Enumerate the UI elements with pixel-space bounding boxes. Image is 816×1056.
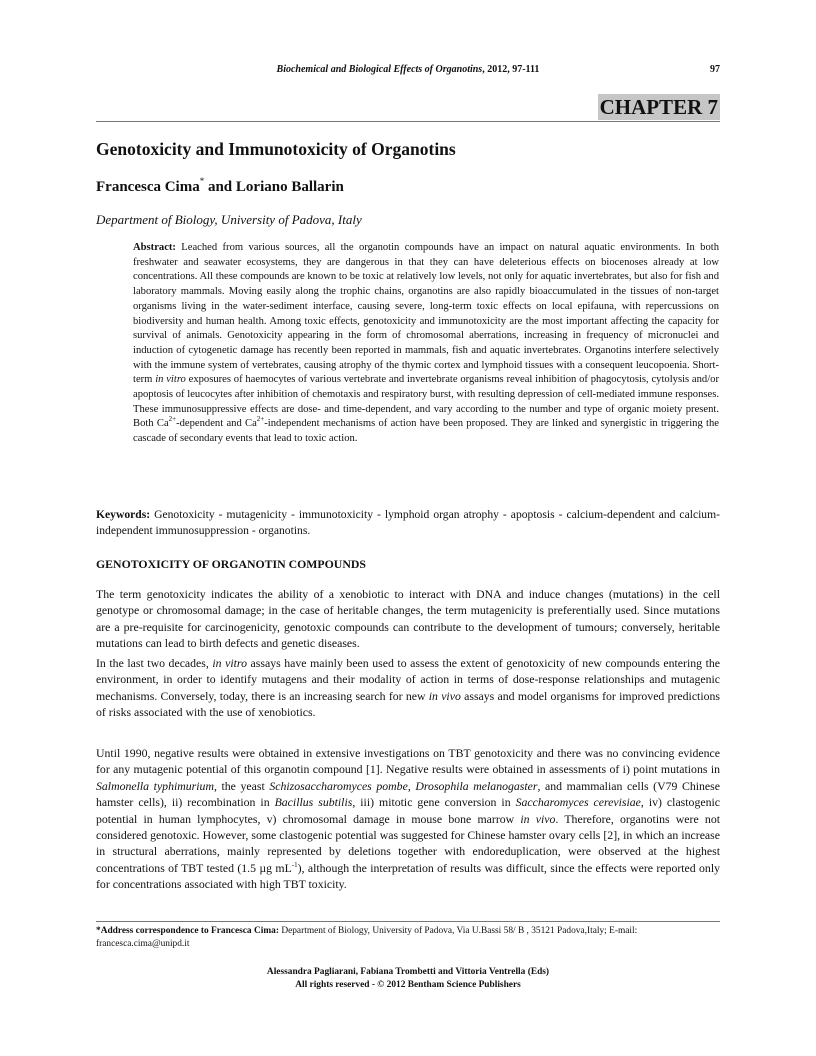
text-run: , the yeast [213, 778, 270, 793]
keywords-label: Keywords: [96, 508, 151, 521]
abstract-text: -independent mechanisms of action have been proposed. They are linked and synergistic in triggering the cascade of secondary events that lead to toxic action. [133, 418, 719, 445]
book-title: Biochemical and Biological Effects of Organotins [276, 64, 483, 75]
copyright-line: All rights reserved - © 2012 Bentham Science Publishers [295, 979, 521, 990]
abstract-italic: in vitro [155, 374, 186, 386]
text-run: Until 1990, negative results were obtained in extensive investigations on TBT genotoxicity and there was no convincing evidence for any mutagenic potential of this organotin compound [1]. Negative results were obtained in assessments of i) point mutations in [96, 746, 720, 777]
keywords [96, 507, 720, 539]
affiliation: Department of Biology, University of Padova, Italy [96, 212, 362, 227]
superscript: -1 [291, 860, 298, 869]
book-citation: , 2012, 97-111 [482, 64, 540, 75]
body-paragraph: The term genotoxicity indicates the ability of a xenobiotic to interact with DNA and induce changes (mutations) in the cell genotype or chromosomal damage; in the case of heritable changes, the term mutagenicity is preferentially used. Since mutations are a pre-requisite for carcinogenicity, genotoxic compounds can contribute to the development of tumours; conversely, heritable mutations can lead to birth defects and genetic diseases. [96, 587, 720, 651]
text-run: . Therefore, organotins were not considered genotoxic. However, some clastogenic potential was suggested for Chinese hamster ovary cells [2], in which an increase in structural aberrations, mainly represented by deletions together with endoreduplication, were observed at the highest concentrations of TBT tested (1.5 µg mL [96, 811, 720, 875]
text-run: , [407, 778, 416, 793]
text-run: assays and model organisms for improved predictions of risks associated with the use of xenobiotics. [96, 688, 721, 720]
italic-term: Schizosaccharomyces pombe [269, 778, 408, 793]
article-title: Genotoxicity and Immunotoxicity of Organotins [96, 139, 456, 159]
italic-term: Salmonella typhimurium [96, 778, 214, 793]
page-number: 97 [710, 64, 720, 75]
abstract-text: exposures of haemocytes of various vertebrate and invertebrate organisms reveal inhibition of phagocytosis, cytolysis and/or apoptosis of leucocytes after inhibition of chemotaxis and respiratory burst, with resulting depression of cell-mediated immune responses. These immunosuppressive effects are dose- and time-dependent, and vary according to the number and type of organic moiety present. Both Ca [133, 374, 719, 430]
text-run: , iv) clastogenic potential in human lymphocytes, v) chromosomal damage in mouse bone marrow [96, 795, 720, 826]
author-join: and [204, 179, 236, 195]
author-list [96, 176, 344, 196]
abstract-text: -dependent and Ca [176, 418, 257, 430]
footnote-divider [96, 921, 720, 922]
text-run: ), although the interpretation of results was difficult, since the effects were reported only for concentrations associated with high TBT toxicity. [96, 860, 720, 892]
section-heading: GENOTOXICITY OF ORGANOTIN COMPOUNDS [96, 557, 366, 571]
keywords-text: Genotoxicity - mutagenicity - immunotoxicity - lymphoid organ atrophy - apoptosis - calcium-dependent and calcium-independent immunosuppression - organotins. [96, 508, 720, 537]
text-run: , iii) mitotic gene conversion in [352, 795, 516, 810]
italic-term: Saccharomyces cerevisiae [515, 795, 641, 810]
text-run: assays have mainly been used to assess the extent of genotoxicity of new compounds entering the environment, in order to identify mutagens and their modality of action in terms of dose-response relationships and mutagenic mechanisms. Conversely, today, there is an increasing search for new [96, 656, 721, 703]
text-run: In the last two decades, [96, 656, 213, 670]
superscript: 2+ [168, 415, 177, 424]
abstract-label: Abstract: [133, 242, 176, 253]
italic-term: in vitro [212, 656, 247, 670]
abstract [133, 241, 719, 447]
editors-line: Alessandra Pagliarani, Fabiana Trombetti and Vittoria Ventrella (Eds) [266, 967, 550, 977]
chapter-label: CHAPTER 7 [599, 95, 718, 119]
text-run: , and mammalian cells (V79 Chinese hamster cells), ii) recombination in [96, 778, 720, 810]
footnote-label: *Address correspondence to Francesca Cima: [96, 926, 279, 936]
running-head-title [96, 64, 720, 75]
corresponding-author-mark: * [199, 176, 205, 186]
body-paragraph [96, 655, 720, 721]
footnote-text: Department of Biology, University of Padova, Via U.Bassi 58/ B , 35121 Padova,Italy; E-mail: francesca.cima@unipd.it [96, 926, 638, 949]
footnote [96, 925, 720, 951]
superscript: 2+ [256, 415, 265, 424]
italic-term: Bacillus subtilis [274, 795, 353, 810]
author-name: Loriano Ballarin [235, 179, 344, 195]
body-paragraph [96, 745, 720, 893]
chapter-label-container [96, 94, 720, 120]
header-divider [96, 121, 720, 122]
italic-term: Drosophila melanogaster [415, 778, 538, 793]
author-name: Francesca Cima [96, 179, 200, 195]
abstract-text: Leached from various sources, all the organotin compounds have an impact on natural aquatic environments. In both freshwater and seawater ecosystems, they are dangerous in that they can have deleterious effects on biocenoses already at low concentrations. All these compounds are known to be toxic at relatively low levels, not only for aquatic invertebrates, but also for fish and laboratory mammals. Moving easily along the trophic chains, organotins are also rapidly bioaccumulated in the tissues of non-target organisms living in the water-sediment interface, causing severe, long-term toxic effects on local epifauna, with repercussions on biodiversity and human health. Among toxic effects, genotoxicity and immunotoxicity are the most important affecting the capacity for survival of animals. Genotoxicity appearing in the form of chromosomal aberrations, increasing in frequency of micronuclei and induction of cytogenetic damage has recently been reported in mammals, fish and aquatic invertebrates. Organotins interfere selectively with the immune system of vertebrates, causing atrophy of the thymic cortex and lymphoid tissues with a consequent leucopoenia. Short-term [133, 242, 719, 386]
italic-term: in vivo [428, 688, 461, 703]
italic-term: in vivo [520, 811, 556, 826]
publisher-credits [96, 966, 720, 991]
